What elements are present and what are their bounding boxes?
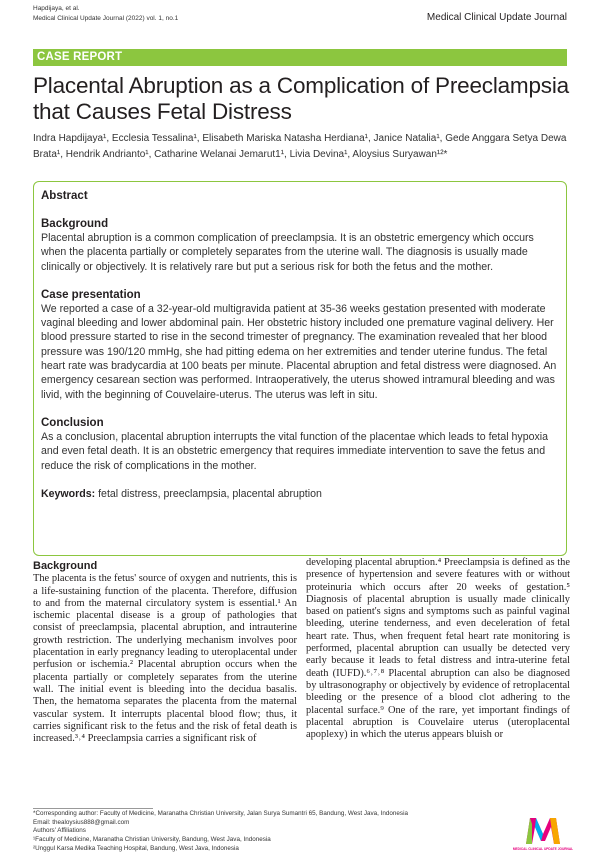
logo-caption: MEDICAL CLINICAL UPDATE JOURNAL: [512, 847, 574, 851]
journal-logo-icon: [512, 810, 574, 856]
abstract-box: [33, 181, 567, 556]
body-column-right: [306, 557, 570, 741]
running-citation: Medical Clinical Update Journal (2022) vol. 1, no.1: [33, 15, 179, 22]
keywords-text: fetal distress, preeclampsia, placental abruption: [95, 487, 322, 500]
section-heading-background: Background: [33, 560, 98, 572]
footnote-affiliation-1: ¹Faculty of Medicine, Maranatha Christian University, Bandung, West Java, Indonesia: [33, 836, 271, 844]
footnotes: [33, 810, 408, 854]
abstract-title: Abstract: [41, 190, 88, 202]
body-text-left: The placenta is the fetus' source of oxygen and nutrients, this is a life-sustaining function of the placenta. Therefore, diffusion to and from the maternal circulatory system is essential.¹ An ischemic placental disease is a group of pathologies that consist of preeclampsia, placental abruption, and intrauterine growth restriction. The underlying mechanism involves poor placentation in early pregnancy leading to uteroplacental under perfusion or ischemia.² Placental abruption occurs when the placenta partially or completely separates from the uterine wall. The initial event is bleeding into the decidua basalis. Then, the hematoma separates the placenta from the maternal vascular system. It interrupts placental blood flow; thus, it carries significant risk to the fetus and the risk of fetal death is increased.³˒⁴ Preeclampsia carries a significant risk of: [33, 573, 297, 745]
abstract-case-text: We reported a case of a 32-year-old multigravida patient at 35-36 weeks gestation presented with moderate vaginal bleeding and lower abdominal pain. Her obstetric history included one premature vaginal delivery. Her blood pressure started to rise in the second trimester of pregnancy. The examination revealed that her blood pressure was 190/120 mmHg, she had pitting edema on her extremities and tender uterine fundus. The fetal heart rate was bradycardia at 100 beats per minute. Placental abruption and fetal distress were diagnosed. An emergency cesarean section was performed. Intraoperatively, the uterus showed intramural bleeding and was livid, with the beginning of Couvelaire-uterus. The uterus was left in situ.: [41, 302, 557, 401]
abstract-conclusion-text: As a conclusion, placental abruption interrupts the vital function of the placentae which leads to fetal hypoxia and even fetal death. It is an obstetric emergency that requires immediate intervention to save the fetus and reduce the risk of complications in the mother.: [41, 430, 549, 472]
journal-name: Medical Clinical Update Journal: [426, 12, 567, 23]
keywords-line: [41, 488, 559, 500]
body-column-left: [33, 560, 297, 745]
article-type-label: CASE REPORT: [37, 51, 123, 63]
abstract-background-text: Placental abruption is a common complication of preeclampsia. It is an obstetric emergency which occurs when the placenta partially or completely separates from the uterine wall. The diagnosis is usually made clinically or objectively. It is relatively rare but put a serious risk for both the fetus and the mother.: [41, 232, 534, 273]
keywords-label: Keywords:: [41, 487, 96, 500]
article-type-banner: [33, 49, 567, 66]
abstract-case-heading: Case presentation: [41, 288, 141, 301]
footnote-corresponding: *Corresponding author: Faculty of Medicine, Maranatha Christian University, Jalan Surya Sumantri 65, Bandung, West Java, Indonesia: [33, 810, 408, 817]
abstract-conclusion-heading: Conclusion: [41, 416, 104, 429]
footnote-divider: [33, 808, 153, 809]
body-text-right: developing placental abruption.⁴ Preeclampsia is defined as the presence of hypertension and severe features with or without proteinuria which occurs after 20 weeks of gestation.⁵ Diagnosis of placental abruption is usually made clinically based on patient's signs and symptoms such as painful vaginal bleeding, uterine tenderness, and even deceleration of fetal heart rate. Thus, when frequent fetal heart rate monitoring is performed, placental abruption can usually be detected very early because it leads to fetal distress and intra-uterine fetal death (IUFD).⁶˒⁷˒⁸ Placental abruption can also be diagnosed by ultrasonography or objectively by evidence of retroplacental bleeding or the presence of a blood clot adhering to the placental surface.⁹ One of the rare, yet important findings of placental abruption is Couvelaire uterus (uteroplacental apoplexy) in which the uterus appears bluish or: [306, 557, 570, 741]
footnote-affiliations-title: Authors' Affiliations: [33, 827, 86, 835]
running-header-left: [33, 4, 178, 24]
footnote-email: Email: thealoysius888@gmail.com: [33, 818, 130, 826]
author-list: Indra Hapdijaya¹, Ecclesia Tessalina¹, Elisabeth Mariska Natasha Herdiana¹, Janice Natalia¹, Gede Anggara Setya Dewa Brata¹, Hendrik Andrianto¹, Catharine Welanai Jemarut1¹, Livia Devina¹, Aloysius Suryawan¹²*: [33, 133, 567, 160]
article-title: Placental Abruption as a Complication of Preeclampsia that Causes Fetal Distress: [33, 73, 569, 124]
abstract-background-heading: Background: [41, 218, 109, 230]
footnote-affiliation-2: ²Unggul Karsa Medika Teaching Hospital, Bandung, West Java, Indonesia: [33, 844, 239, 852]
running-authors: Hapdijaya, et al.: [33, 5, 80, 12]
